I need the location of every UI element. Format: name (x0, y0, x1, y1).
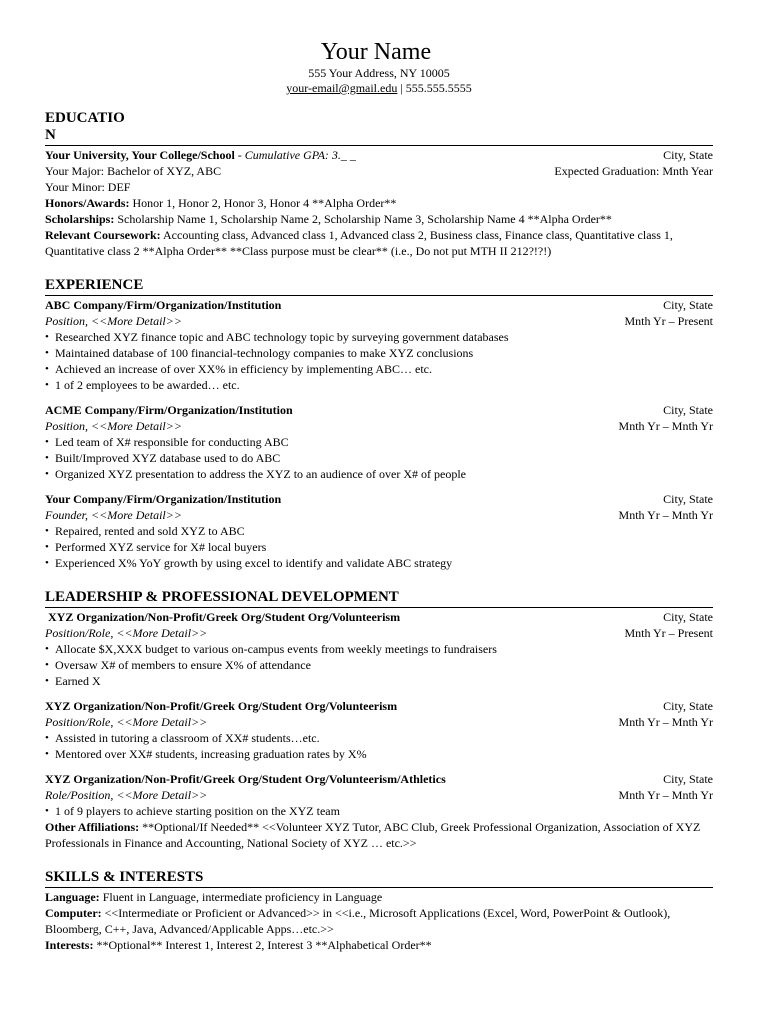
coursework-text: Accounting class, Advanced class 1, Advanced class 2, Business class, Finance class, Quantitative class 1, Quantitative class 2 **Alpha Order** **Class purpose must be clear** (i.e., Do not put MTH II 212?!?!) (45, 228, 673, 258)
honors-text: Honor 1, Honor 2, Honor 3, Honor 4 **Alpha Order** (129, 196, 397, 210)
experience-entry (45, 402, 713, 482)
interests-line (45, 937, 713, 953)
scholarships-text: Scholarship Name 1, Scholarship Name 2, Scholarship Name 3, Scholarship Name 4 **Alpha Order** (114, 212, 612, 226)
leadership-entry (45, 771, 713, 819)
leadership-section (45, 589, 713, 851)
bullet-item: • Oversaw X# of members to ensure X% of attendance (45, 657, 713, 673)
honors-line (45, 195, 713, 211)
org-name: XYZ Organization/Non-Profit/Greek Org/Student Org/Volunteerism (45, 610, 401, 624)
experience-entry (45, 297, 713, 393)
experience-entry (45, 491, 713, 571)
phone-number: 555.555.5555 (405, 81, 472, 95)
role-title: Founder, <<More Detail>> (45, 508, 182, 522)
bullet-item: • Maintained database of 100 financial-technology companies to make XYZ conclusions (45, 345, 713, 361)
bullet-item: • Performed XYZ service for X# local buyers (45, 539, 713, 555)
bullet-list (45, 434, 713, 482)
school-name: Your University, Your College/School (45, 148, 235, 162)
bullet-item: • Repaired, rented and sold XYZ to ABC (45, 523, 713, 539)
computer-text: <<Intermediate or Proficient or Advanced>> in <<i.e., Microsoft Applications (Excel, Word, PowerPoint & Outlook), Bloomberg, C++, Java, Advanced/Applicable Apps…etc.>> (45, 906, 671, 936)
org-location: City, State (663, 403, 713, 417)
org-location: City, State (663, 772, 713, 786)
school-separator: - (234, 148, 245, 162)
bullet-item: • Researched XYZ finance topic and ABC technology topic by surveying government databases (45, 329, 713, 345)
experience-heading: EXPERIENCE (45, 277, 713, 296)
bullet-item: • 1 of 2 employees to be awarded… etc. (45, 377, 713, 393)
bullet-item: • Mentored over XX# students, increasing graduation rates by X% (45, 746, 713, 762)
major: Your Major: Bachelor of XYZ, ABC (45, 164, 222, 178)
bullet-list (45, 730, 713, 762)
org-name: ABC Company/Firm/Organization/Institution (45, 298, 282, 312)
honors-label: Honors/Awards: (45, 196, 130, 210)
contact-line (45, 81, 713, 96)
leadership-heading: LEADERSHIP & PROFESSIONAL DEVELOPMENT (45, 589, 713, 608)
graduation-date: Expected Graduation: Mnth Year (554, 164, 713, 178)
scholarships-line (45, 211, 713, 227)
resume-header (45, 38, 713, 96)
bullet-item: • Experienced X% YoY growth by using excel to identify and validate ABC strategy (45, 555, 713, 571)
role-dates: Mnth Yr – Present (624, 314, 713, 328)
skills-heading: SKILLS & INTERESTS (45, 869, 713, 888)
bullet-list (45, 329, 713, 393)
bullet-list (45, 523, 713, 571)
school-location: City, State (663, 148, 713, 162)
email-link[interactable]: your-email@gmail.edu (286, 81, 398, 95)
role-dates: Mnth Yr – Mnth Yr (618, 508, 713, 522)
affiliations-line (45, 819, 713, 851)
address-line: 555 Your Address, NY 10005 (308, 66, 450, 80)
education-heading (45, 110, 713, 146)
education-section (45, 110, 713, 259)
resume-page (45, 38, 713, 953)
org-location: City, State (663, 298, 713, 312)
role-title: Position/Role, <<More Detail>> (45, 626, 208, 640)
language-text: Fluent in Language, intermediate proficiency in Language (99, 890, 383, 904)
role-dates: Mnth Yr – Present (624, 626, 713, 640)
contact-separator: | (397, 81, 406, 95)
coursework-line (45, 227, 713, 259)
org-name: XYZ Organization/Non-Profit/Greek Org/Student Org/Volunteerism (45, 699, 398, 713)
org-location: City, State (663, 492, 713, 506)
affiliations-label: Other Affiliations: (45, 820, 140, 834)
bullet-item: • Assisted in tutoring a classroom of XX# students…etc. (45, 730, 713, 746)
language-label: Language: (45, 890, 100, 904)
bullet-item: • Led team of X# responsible for conducting ABC (45, 434, 713, 450)
bullet-list (45, 803, 713, 819)
role-title: Position, <<More Detail>> (45, 419, 182, 433)
bullet-item: • 1 of 9 players to achieve starting position on the XYZ team (45, 803, 713, 819)
leadership-entry (45, 609, 713, 689)
education-heading-line1: EDUCATIO (45, 110, 125, 126)
coursework-label: Relevant Coursework: (45, 228, 161, 242)
role-title: Position, <<More Detail>> (45, 314, 182, 328)
experience-section (45, 277, 713, 571)
language-line (45, 889, 713, 905)
org-name: ACME Company/Firm/Organization/Institution (45, 403, 293, 417)
bullet-item: • Built/Improved XYZ database used to do ABC (45, 450, 713, 466)
scholarships-label: Scholarships: (45, 212, 115, 226)
role-title: Position/Role, <<More Detail>> (45, 715, 208, 729)
org-name: XYZ Organization/Non-Profit/Greek Org/Student Org/Volunteerism/Athletics (45, 772, 446, 786)
role-title: Role/Position, <<More Detail>> (45, 788, 208, 802)
interests-label: Interests: (45, 938, 94, 952)
gpa: Cumulative GPA: 3._ _ (244, 148, 356, 162)
bullet-item: • Organized XYZ presentation to address the XYZ to an audience of over X# of people (45, 466, 713, 482)
school-row (45, 147, 713, 163)
bullet-item: • Allocate $X,XXX budget to various on-campus events from weekly meetings to fundraisers (45, 641, 713, 657)
computer-line (45, 905, 713, 937)
role-dates: Mnth Yr – Mnth Yr (618, 715, 713, 729)
computer-label: Computer: (45, 906, 102, 920)
affiliations-text: **Optional/If Needed** <<Volunteer XYZ Tutor, ABC Club, Greek Professional Organization, Association of XYZ Professionals in Finance and Accounting, National Society of XYZ … etc.>> (45, 820, 701, 850)
bullet-item: • Achieved an increase of over XX% in efficiency by implementing ABC… etc. (45, 361, 713, 377)
role-dates: Mnth Yr – Mnth Yr (618, 419, 713, 433)
bullet-list (45, 641, 713, 689)
org-location: City, State (663, 610, 713, 624)
minor: Your Minor: DEF (45, 180, 131, 194)
skills-section (45, 869, 713, 953)
org-name: Your Company/Firm/Organization/Institution (45, 492, 282, 506)
major-row (45, 163, 713, 179)
org-location: City, State (663, 699, 713, 713)
interests-text: **Optional** Interest 1, Interest 2, Interest 3 **Alphabetical Order** (93, 938, 432, 952)
candidate-name: Your Name (320, 39, 432, 65)
leadership-entry (45, 698, 713, 762)
bullet-item: • Earned X (45, 673, 713, 689)
role-dates: Mnth Yr – Mnth Yr (618, 788, 713, 802)
education-heading-line2: N (45, 127, 56, 143)
